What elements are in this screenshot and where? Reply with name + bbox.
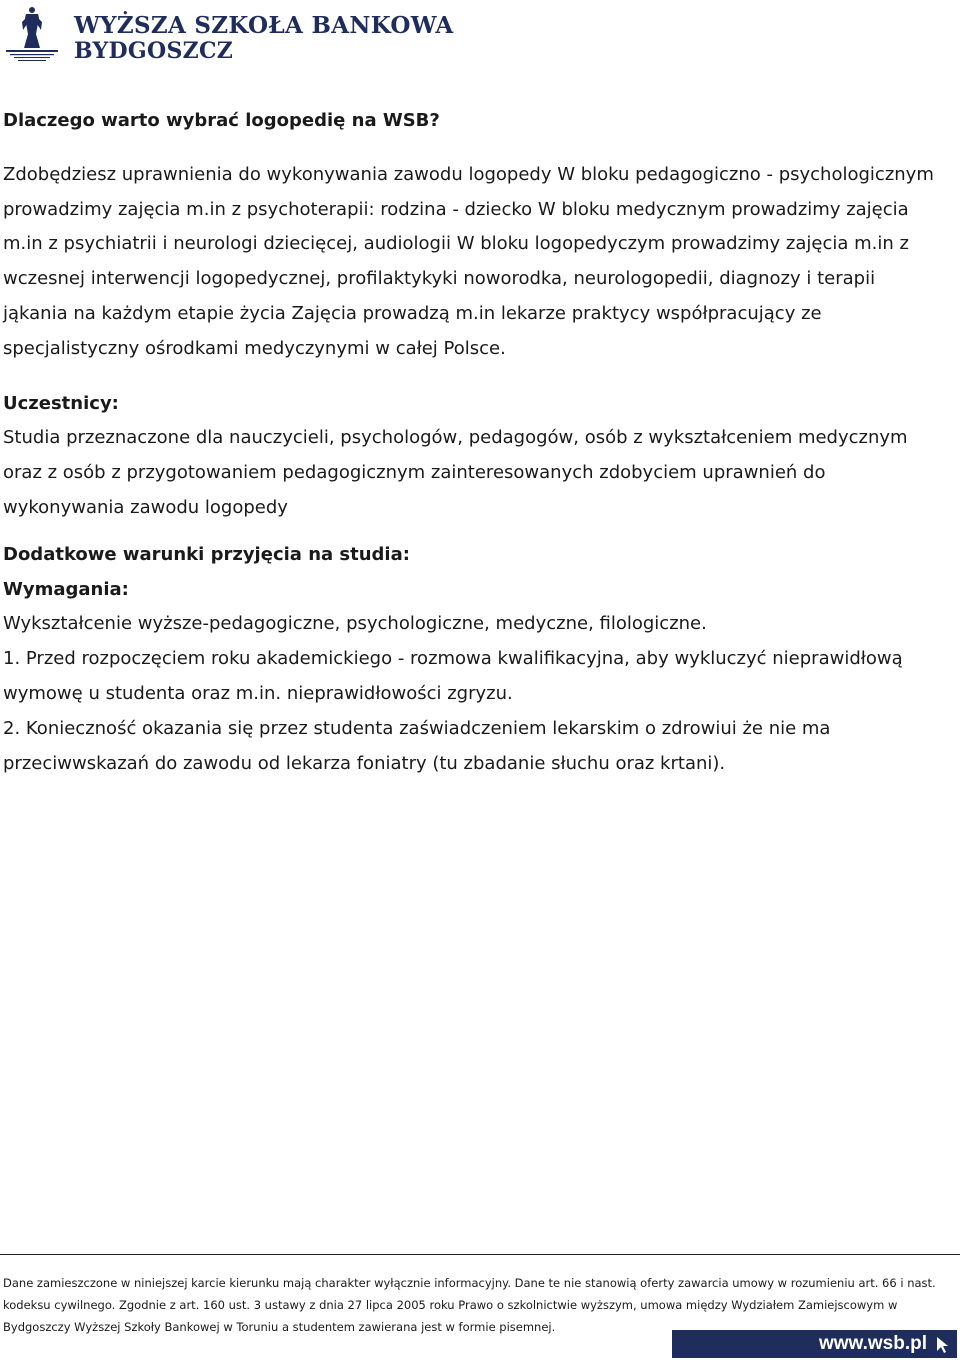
website-url[interactable]: www.wsb.pl	[818, 1333, 927, 1354]
requirements-paragraph: Wykształcenie wyższe-pedagogiczne, psychologiczne, medyczne, filologiczne.	[3, 613, 707, 635]
footer-divider	[0, 1254, 960, 1255]
website-link[interactable]	[672, 1330, 957, 1358]
requirement-item-1: 1. Przed rozpoczęciem roku akademickiego - rozmowa kwalifikacyjna, aby wykluczyć nieprawidłową wymowę u studenta oraz m.in. nieprawidłowości zgryzu.	[3, 648, 903, 704]
section-heading-admission-conditions: Dodatkowe warunki przyjęcia na studia:	[3, 543, 410, 565]
pointer-cursor-icon	[935, 1336, 951, 1354]
footer-disclaimer: Dane zamieszczone w niniejszej karcie kierunku mają charakter wyłącznie informacyjny. Dane te nie stanowią oferty zawarcia umowy w rozumieniu art. 66 i nast. kodeksu cywilnego. Zgodnie z art. 160 ust. 3 ustawy z dnia 27 lipca 2005 roku Prawo o szkolnictwie wyższym, umowa między Wydziałem Zamiejscowym w Bydgoszczy Wyższej Szkoły Bankowej w Toruniu a studentem zawierana jest w formie pisemnej.	[3, 1276, 936, 1334]
institution-name: WYŻSZA SZKOŁA BANKOWA	[74, 12, 454, 39]
institution-city: BYDGOSZCZ	[74, 38, 234, 64]
page-header	[4, 4, 454, 64]
benefits-paragraph: Zdobędziesz uprawnienia do wykonywania zawodu logopedy W bloku pedagogiczno - psychologicznym prowadzimy zajęcia m.in z psychoterapii: rodzina - dziecko W bloku medycznym prowadzimy zajęcia m.in z psychiatrii i neurologi dziecięcej, audiologii W bloku logopedyczym prowadzimy zajęcia m.in z wczesnej interwencji logopedycznej, profilaktykyki noworodka, neurologopedii, diagnozy i terapii jąkania na każdym etapie życia Zajęcia prowadzą m.in lekarze praktycy współpracujący ze specjalistyczny ośrodkami medyczynymi w całej Polsce.	[3, 163, 934, 359]
participants-paragraph: Studia przeznaczone dla nauczycieli, psychologów, pedagogów, osób z wykształceniem medycznym oraz z osób z przygotowaniem pedagogicznym zainteresowanych zdobyciem uprawnień do wykonywania zawodu logopedy	[3, 427, 908, 518]
main-content	[3, 104, 943, 781]
requirement-item-2: 2. Konieczność okazania się przez studenta zaświadczeniem lekarskim o zdrowiui że nie ma przeciwwskazań do zawodu od lekarza foniatry (tu zbadanie słuchu oraz krtani).	[3, 717, 831, 774]
requirements-heading: Wymagania:	[3, 578, 129, 600]
section-heading-why-wsb: Dlaczego warto wybrać logopedię na WSB?	[3, 110, 440, 131]
section-heading-participants: Uczestnicy:	[3, 392, 119, 414]
university-crest-icon	[4, 4, 60, 64]
